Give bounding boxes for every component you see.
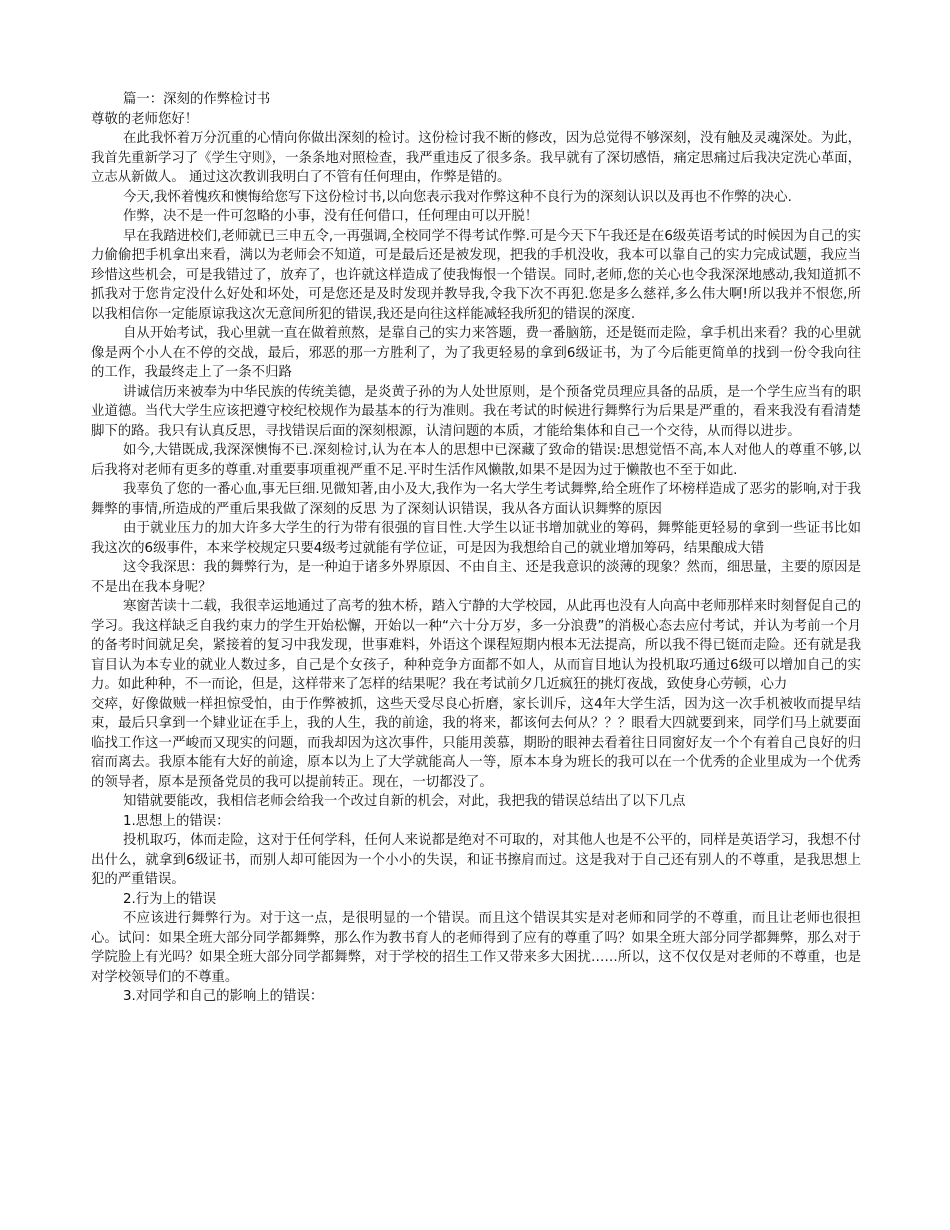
paragraph: 作弊，决不是一件可忽略的小事，没有任何借口，任何理由可以开脱！ [123, 209, 539, 224]
paragraph: 寒窗苦读十二载，我很幸运地通过了高考的独木桥，踏入宁静的大学校园，从此再也没有人向高中老师那样来时刻督促自己的学习。我这样缺乏自我约束力的学生开始松懈，开始以一种“六十分万岁，多一分浪费”的消极心态去应付考试，并认为考前一个月的备考时间就足矣，紧接着的复习中我发现，世事难料，外语这个课程短期内根本无法提高，所以我不得已铤而走险。还有就是我盲目认为本专业的就业人数过多，自己是个女孩子，种种竞争方面都不如人，从而盲目地认为投机取巧通过6级可以增加自己的实力。如此种种，不一而论，但是，这样带来了怎样的结果呢？我在考试前夕几近疯狂的挑灯夜战，致使身心劳顿，心力 [91, 599, 861, 692]
paragraph-continuation: 交瘁，好像做贼一样担惊受怕，由于作弊被抓，这些天受尽良心折磨，家长训斥，这4年大学生活，因为这一次手机被收而提早结束，最后只拿到一个肄业证在手上，我的人生，我的前途，我的将来，都该何去何从？？？眼看大四就要到来，同学们马上就要面临找工作这一严峻而又现实的问题，而我却因为这次事件，只能用羡慕，期盼的眼神去看着往日同窗好友一个个有着自己良好的归宿而离去。我原本能有大好的前途，原本以为上了大学就能高人一等，原本本身为班长的我可以在一个优秀的企业里成为一个优秀的领导者，原本是预备党员的我可以提前转正。现在，一切都没了。 [91, 696, 861, 790]
document-title: 篇一：深刻的作弊检讨书 [123, 92, 271, 107]
error-heading-2: 2.行为上的错误 [123, 891, 217, 907]
paragraph: 这令我深思：我的舞弊行为，是一种迫于诸多外界原因、不由自主、还是我意识的淡薄的现象？然而，细思量，主要的原因是不是出在我本身呢？ [91, 560, 861, 595]
paragraph: 在此我怀着万分沉重的心情向你做出深刻的检讨。这份检讨我不断的修改，因为总觉得不够深刻，没有触及灵魂深处。为此，我首先重新学习了《学生守则》，一条条地对照检查，我严重违反了很多条。我早就有了深切感悟，痛定思痛过后我决定洗心革面，立志从新做人。 通过这次教训我明白了不管有任何理由，作弊是错的。 [91, 131, 861, 185]
error-text-2: 不应该进行舞弊行为。对于这一点，是很明显的一个错误。而且这个错误其实是对老师和同学的不尊重，而且让老师也很担心。试问：如果全班大部分同学都舞弊，那么作为教书育人的老师得到了应有的尊重了吗？如果全班大部分同学都舞弊，那么对于学院脸上有光吗？如果全班大部分同学都舞弊，对于学校的招生工作又带来多大困扰……所以，这不仅仅是对老师的不尊重，也是对学校领导们的不尊重。 [91, 911, 861, 985]
salutation: 尊敬的老师您好！ [91, 111, 199, 127]
paragraph: 由于就业压力的加大许多大学生的行为带有很强的盲目性.大学生以证书增加就业的筹码，舞弊能更轻易的拿到一些证书比如我这次的6级事件，本来学校规定只要4级考过就能有学位证，可是因为我想给自己的就业增加筹码，结果酿成大错 [91, 521, 861, 556]
error-heading-3: 3.对同学和自己的影响上的错误： [123, 989, 324, 1004]
error-text-1: 投机取巧，体而走险，这对于任何学科，任何人来说都是绝对不可取的，对其他人也是不公平的，同样是英语学习，我想不付出什么，就拿到6级证书，而别人却可能因为一个小小的失误，和证书擦肩而过。这是我对于自己还有别人的不尊重，是我思想上犯的严重错误。 [91, 833, 861, 887]
paragraph: 讲诚信历来被奉为中华民族的传统美德，是炎黄子孙的为人处世原则，是个预备党员理应具备的品质，是一个学生应当有的职业道德。当代大学生应该把遵守校纪校规作为最基本的行为准则。我在考试的时候进行舞弊行为后果是严重的，看来我没有看清楚脚下的路。我只有认真反思，寻找错误后面的深刻根源，认清问题的本质，才能给集体和自己一个交待，从而得以进步。 [91, 384, 861, 439]
paragraph: 早在我踏进校们,老师就已三申五令,一再强调,全校同学不得考试作弊.可是今天下午我还是在6级英语考试的时候因为自己的实力偷偷把手机拿出来看，满以为老师会不知道，可是最后还是被发现，把我的手机没收，我本可以靠自己的实力完成试题，我应当珍惜这些机会，可是我错过了，放弃了，也许就这样造成了使我悔恨一个错误。同时,老师,您的关心也令我深深地感动,我知道抓不抓我对于您肯定没什么好处和坏处，可是您还是及时发现并教导我,令我下次不再犯.您是多么慈祥,多么伟大啊!所以我并不恨您,所以我相信你一定能原谅我这次无意间所犯的错误,我还是向往这样能减轻我所犯的错误的深度. [91, 228, 861, 322]
paragraph: 如今,大错既成,我深深懊悔不已.深刻检讨,认为在本人的思想中已深藏了致命的错误:思想觉悟不高,本人对他人的尊重不够,以后我将对老师有更多的尊重.对重要事项重视严重不足.平时生活作风懒散,如果不是因为过于懒散也不至于如此. [91, 443, 861, 478]
error-heading-1: 1.思想上的错误： [123, 813, 230, 829]
paragraph: 今天,我怀着愧疚和懊悔给您写下这份检讨书,以向您表示我对作弊这种不良行为的深刻认识以及再也不作弊的决心. [123, 189, 792, 205]
document-page [91, 90, 861, 1007]
paragraph: 自从开始考试，我心里就一直在做着煎熬，是靠自己的实力来答题，费一番脑筋，还是铤而走险，拿手机出来看？我的心里就像是两个小人在不停的交战，最后，邪恶的那一方胜利了，为了我更轻易的拿到6级证书，为了今后能更简单的找到一份令我向往的工作，我最终走上了一条不归路 [91, 326, 861, 380]
summary-intro: 知错就要能改，我相信老师会给我一个改过自新的机会，对此，我把我的错误总结出了以下几点 [123, 794, 686, 809]
paragraph: 我辜负了您的一番心血,事无巨细.见微知著,由小及大,我作为一名大学生考试舞弊,给全班作了坏榜样造成了恶劣的影响,对于我舞弊的事情,所造成的严重后果我做了深刻的反思 为了深刻认识错误，我从各方面认识舞弊的原因 [91, 482, 861, 517]
